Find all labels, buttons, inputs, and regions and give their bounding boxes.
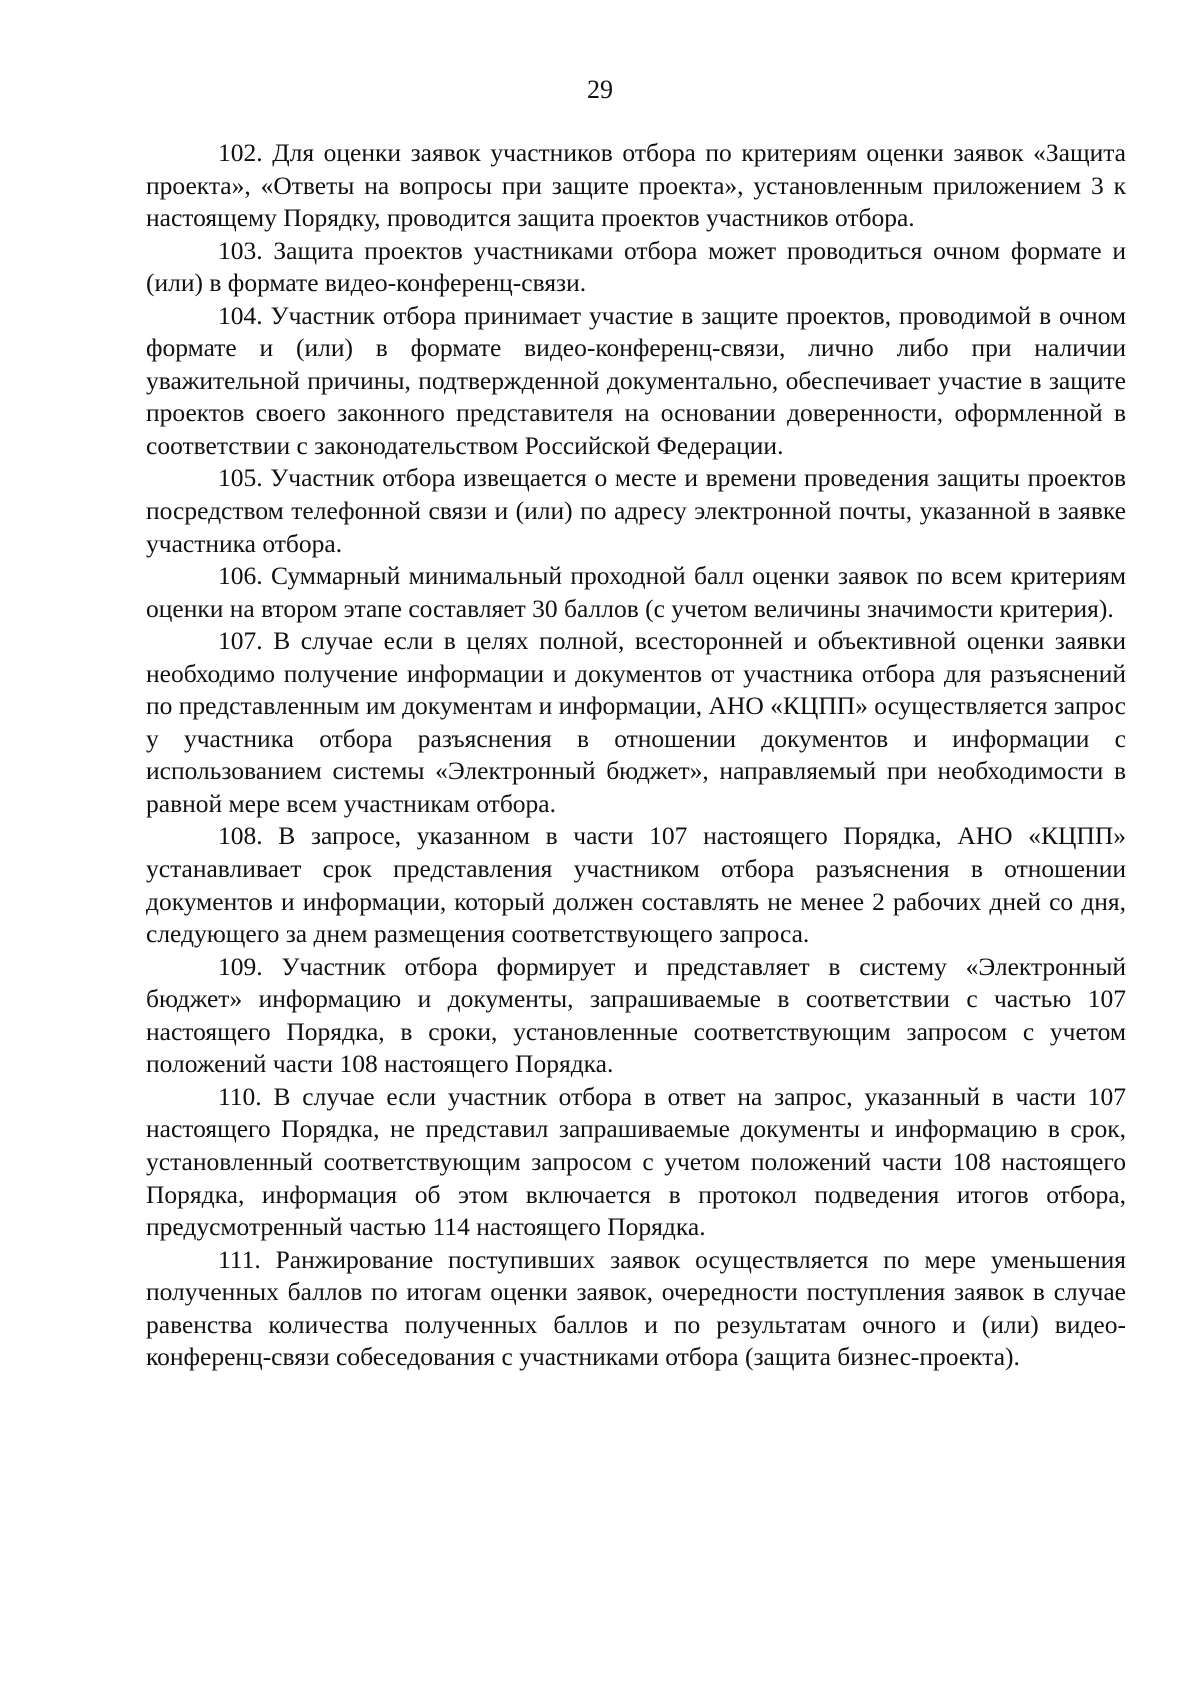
paragraph-104: 104. Участник отбора принимает участие в защите проектов, проводимой в очном формате и (или) в формате видео-конференц-связи, лично либо при наличии уважительной причины, подтвержденной документально, обеспечивает участие в защите проектов своего законного представителя на основании доверенности, оформленной в соответствии с законодательством Российской Федерации. — [146, 300, 1126, 460]
paragraph-103: 103. Защита проектов участниками отбора может проводиться очном формате и (или) в формате видео-конференц-связи. — [146, 235, 1126, 298]
paragraph-110: 110. В случае если участник отбора в ответ на запрос, указанный в части 107 настоящего Порядка, не представил запрашиваемые документы и информацию в срок, установленный соответствующим запросом с учетом положений части 108 настоящего Порядка, информация об этом включается в протокол подведения итогов отбора, предусмотренный частью 114 настоящего Порядка. — [146, 1081, 1126, 1242]
paragraph-109: 109. Участник отбора формирует и представляет в систему «Электронный бюджет» информацию и документы, запрашиваемые в соответствии с частью 107 настоящего Порядка, в сроки, установленные соответствующим запросом с учетом положений части 108 настоящего Порядка. — [146, 951, 1126, 1079]
paragraph-105: 105. Участник отбора извещается о месте и времени проведения защиты проектов посредством телефонной связи и (или) по адресу электронной почты, указанной в заявке участника отбора. — [146, 463, 1126, 558]
paragraph-107: 107. В случае если в целях полной, всесторонней и объективной оценки заявки необходимо получение информации и документов от участника отбора для разъяснений по представленным им документам и информации, АНО «КЦПП» осуществляется запрос у участника отбора разъяснения в отношении документов и информации с использованием системы «Электронный бюджет», направляемый при необходимости в равной мере всем участникам отбора. — [146, 626, 1126, 818]
paragraph-106: 106. Суммарный минимальный проходной балл оценки заявок по всем критериям оценки на втором этапе составляет 30 баллов (с учетом величины значимости критерия). — [146, 561, 1126, 623]
paragraph-102: 102. Для оценки заявок участников отбора по критериям оценки заявок «Защита проекта», «Ответы на вопросы при защите проекта», установленным приложением 3 к настоящему Порядку, проводится защита проектов участников отбора. — [146, 138, 1126, 233]
document-body — [146, 137, 1126, 1374]
page-number: 29 — [587, 75, 613, 104]
paragraph-108: 108. В запросе, указанном в части 107 настоящего Порядка, АНО «КЦПП» устанавливает срок представления участником отбора разъяснения в отношении документов и информации, который должен составлять не менее 2 рабочих дней со дня, следующего за днем размещения соответствующего запроса. — [146, 821, 1126, 949]
paragraph-111: 111. Ранжирование поступивших заявок осуществляется по мере уменьшения полученных баллов по итогам оценки заявок, очередности поступления заявок в случае равенства количества полученных баллов и по результатам очного и (или) видео-конференц-связи собеседования с участниками отбора (защита бизнес-проекта). — [146, 1244, 1126, 1372]
